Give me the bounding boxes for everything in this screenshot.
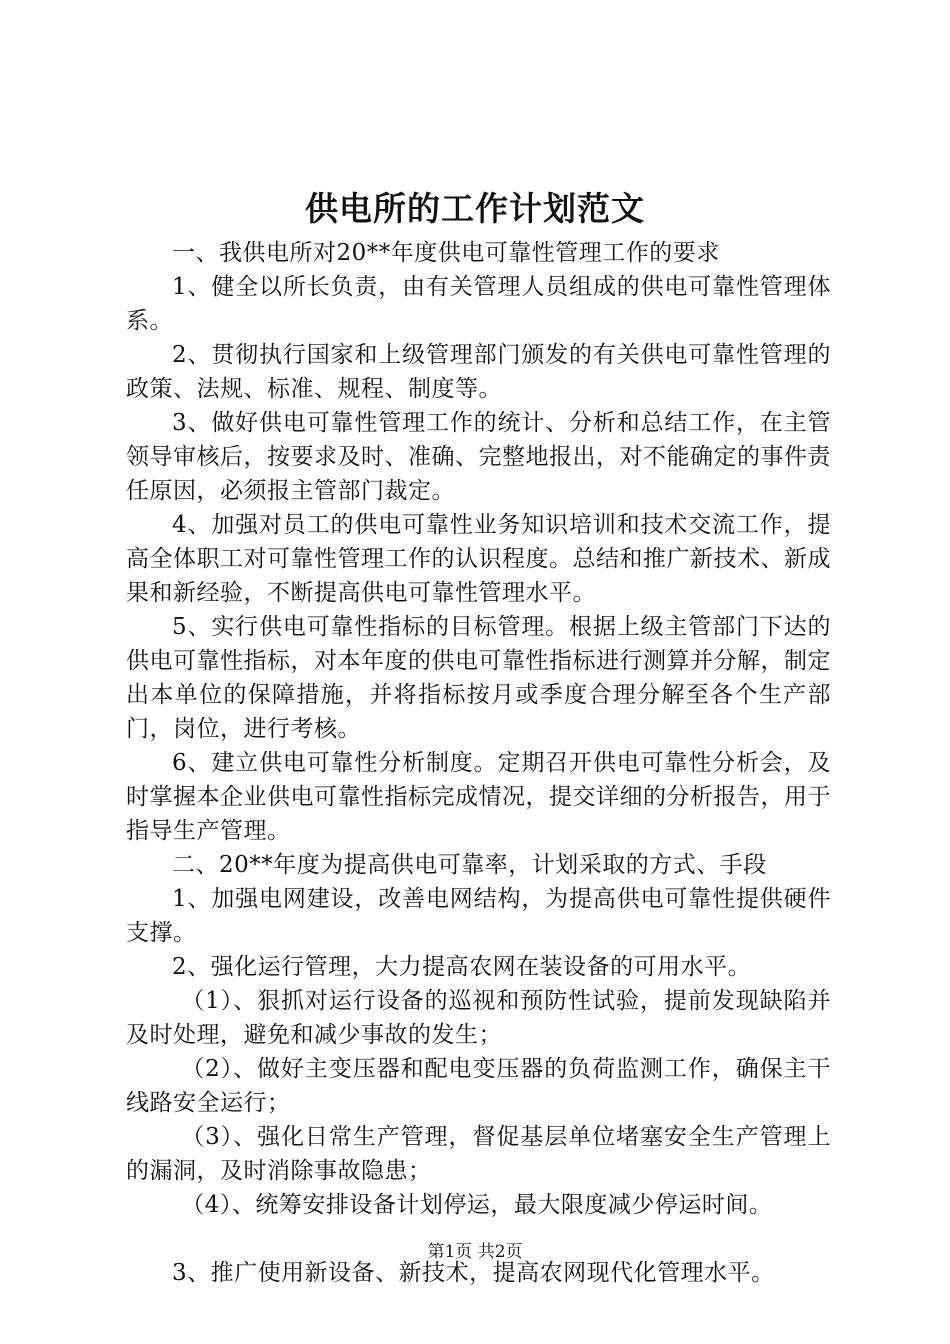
sub-item-2: （2）、做好主变压器和配电变压器的负荷监测工作，确保主干线路安全运行； bbox=[126, 1056, 831, 1116]
page-footer: 第1页 共2页 bbox=[427, 1242, 523, 1262]
paragraph-1-6: 6、建立供电可靠性分析制度。定期召开供电可靠性分析会，及时掌握本企业供电可靠性指标完成情况，提交详细的分析报告，用于指导生产管理。 bbox=[126, 750, 831, 844]
sub-item-1: （1）、狠抓对运行设备的巡视和预防性试验，提前发现缺陷并及时处理，避免和减少事故的发生； bbox=[126, 988, 831, 1048]
paragraph-1-1: 1、健全以所长负责，由有关管理人员组成的供电可靠性管理体系。 bbox=[126, 274, 831, 334]
sub-item-4: （4）、统筹安排设备计划停运，最大限度减少停运时间。 bbox=[181, 1192, 773, 1218]
sub-item-3: （3）、强化日常生产管理，督促基层单位堵塞安全生产管理上的漏洞，及时消除事故隐患； bbox=[126, 1124, 831, 1184]
document-title: 供电所的工作计划范文 bbox=[305, 189, 645, 228]
section-heading-2: 二、20**年度为提高供电可靠率，计划采取的方式、手段 bbox=[172, 852, 767, 878]
paragraph-1-3: 3、做好供电可靠性管理工作的统计、分析和总结工作，在主管领导审核后，按要求及时、准确、完整地报出，对不能确定的事件责任原因，必须报主管部门裁定。 bbox=[126, 410, 831, 504]
paragraph-2-1: 1、加强电网建设，改善电网结构，为提高供电可靠性提供硬件支撑。 bbox=[126, 886, 831, 946]
document-body bbox=[126, 236, 831, 1290]
paragraph-1-5: 5、实行供电可靠性指标的目标管理。根据上级主管部门下达的供电可靠性指标，对本年度的供电可靠性指标进行测算并分解，制定出本单位的保障措施，并将指标按月或季度合理分解至各个生产部门，岗位，进行考核。 bbox=[126, 614, 831, 742]
section-heading-1: 一、我供电所对20**年度供电可靠性管理工作的要求 bbox=[172, 240, 720, 266]
paragraph-1-2: 2、贯彻执行国家和上级管理部门颁发的有关供电可靠性管理的政策、法规、标准、规程、制度等。 bbox=[126, 342, 831, 402]
paragraph-2-2: 2、强化运行管理，大力提高农网在装设备的可用水平。 bbox=[172, 954, 752, 980]
paragraph-1-4: 4、加强对员工的供电可靠性业务知识培训和技术交流工作，提高全体职工对可靠性管理工作的认识程度。总结和推广新技术、新成果和新经验，不断提高供电可靠性管理水平。 bbox=[126, 512, 831, 606]
paragraph-2-3: 3、推广使用新设备、新技术，提高农网现代化管理水平。 bbox=[172, 1260, 775, 1286]
